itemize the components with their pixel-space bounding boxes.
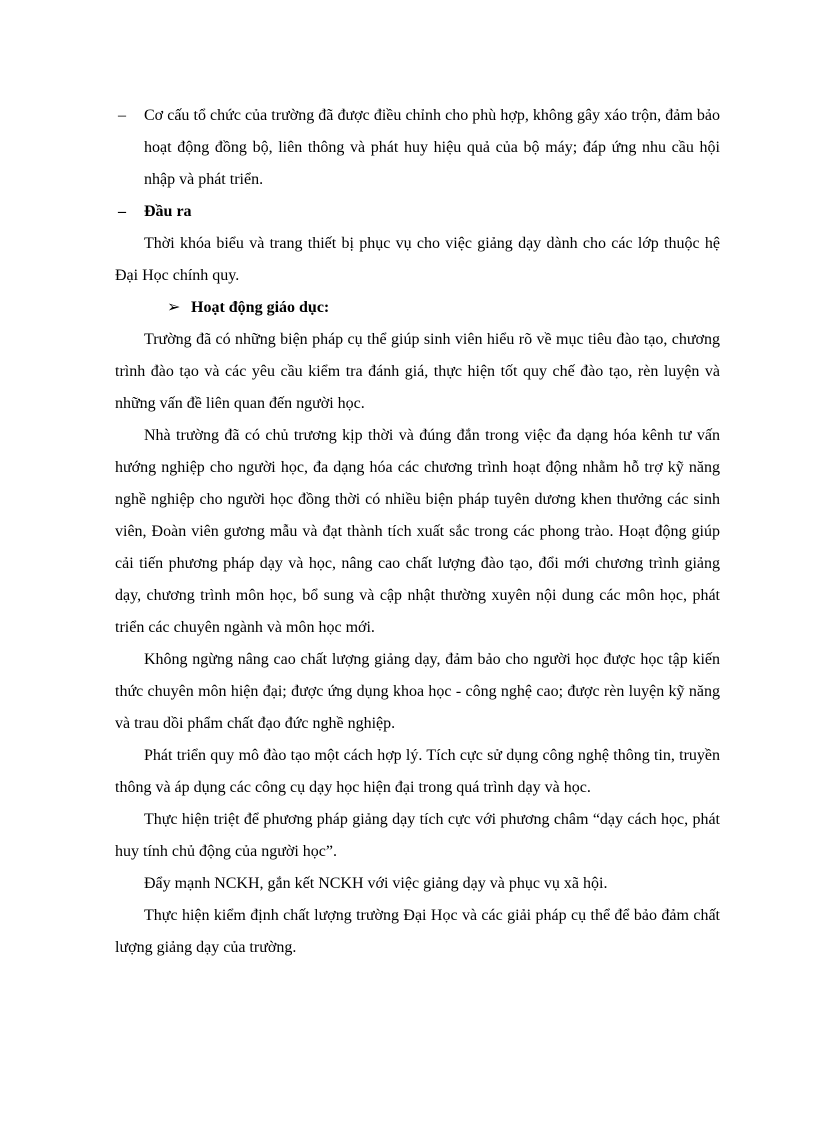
bullet-text: Cơ cấu tổ chức của trường đã được điều chỉnh cho phù hợp, không gây xáo trộn, đảm bảo hoạt động đồng bộ, liên thông và phát huy hiệu quả của bộ máy; đáp ứng nhu cầu hội nhập và phát triển.: [144, 107, 720, 188]
paragraph-7: Thực hiện kiểm định chất lượng trường Đại Học và các giải pháp cụ thể để bảo đảm chất lượng giảng dạy của trường.: [115, 907, 720, 956]
paragraph-2: Nhà trường đã có chủ trương kịp thời và đúng đắn trong việc đa dạng hóa kênh tư vấn hướng nghiệp cho người học, đa dạng hóa các chương trình hoạt động nhằm hỗ trợ kỹ năng nghề nghiệp cho người học đồng thời có nhiều biện pháp tuyên dương khen thưởng các sinh viên, Đoàn viên gương mẫu và đạt thành tích xuất sắc trong các phong trào. Hoạt động giúp cải tiến phương pháp dạy và học, nâng cao chất lượng đào tạo, đổi mới chương trình giảng dạy, chương trình môn học, bổ sung và cập nhật thường xuyên nội dung các môn học, phát triển các chuyên ngành và môn học mới.: [115, 427, 720, 636]
output-paragraph: Thời khóa biểu và trang thiết bị phục vụ cho việc giảng dạy dành cho các lớp thuộc hệ Đại Học chính quy.: [115, 235, 720, 284]
paragraph-6: Đẩy mạnh NCKH, gắn kết NCKH với việc giảng dạy và phục vụ xã hội.: [144, 875, 608, 892]
arrow-bullet-icon: ➢: [167, 299, 181, 316]
section-heading: [115, 292, 720, 324]
bullet-item-output-heading: [115, 196, 720, 228]
paragraph-1: Trường đã có những biện pháp cụ thể giúp sinh viên hiểu rõ về mục tiêu đào tạo, chương trình đào tạo và các yêu cầu kiểm tra đánh giá, thực hiện tốt quy chế đào tạo, rèn luyện và những vấn đề liên quan đến người học.: [115, 331, 720, 412]
paragraph-5: Thực hiện triệt để phương pháp giảng dạy tích cực với phương châm “dạy cách học, phát huy tính chủ động của người học”.: [115, 811, 720, 860]
dash-bullet: –: [118, 203, 126, 220]
bullet-item-organization: [115, 100, 720, 196]
output-heading-text: Đầu ra: [144, 203, 192, 220]
dash-bullet: –: [118, 107, 126, 124]
paragraph-4: Phát triển quy mô đào tạo một cách hợp lý. Tích cực sử dụng công nghệ thông tin, truyền thông và áp dụng các công cụ dạy học hiện đại trong quá trình dạy và học.: [115, 747, 720, 796]
document-body: [115, 100, 720, 964]
paragraph-3: Không ngừng nâng cao chất lượng giảng dạy, đảm bảo cho người học được học tập kiến thức chuyên môn hiện đại; được ứng dụng khoa học - công nghệ cao; được rèn luyện kỹ năng và trau dồi phẩm chất đạo đức nghề nghiệp.: [115, 651, 720, 732]
section-heading-text: Hoạt động giáo dục:: [191, 299, 330, 316]
